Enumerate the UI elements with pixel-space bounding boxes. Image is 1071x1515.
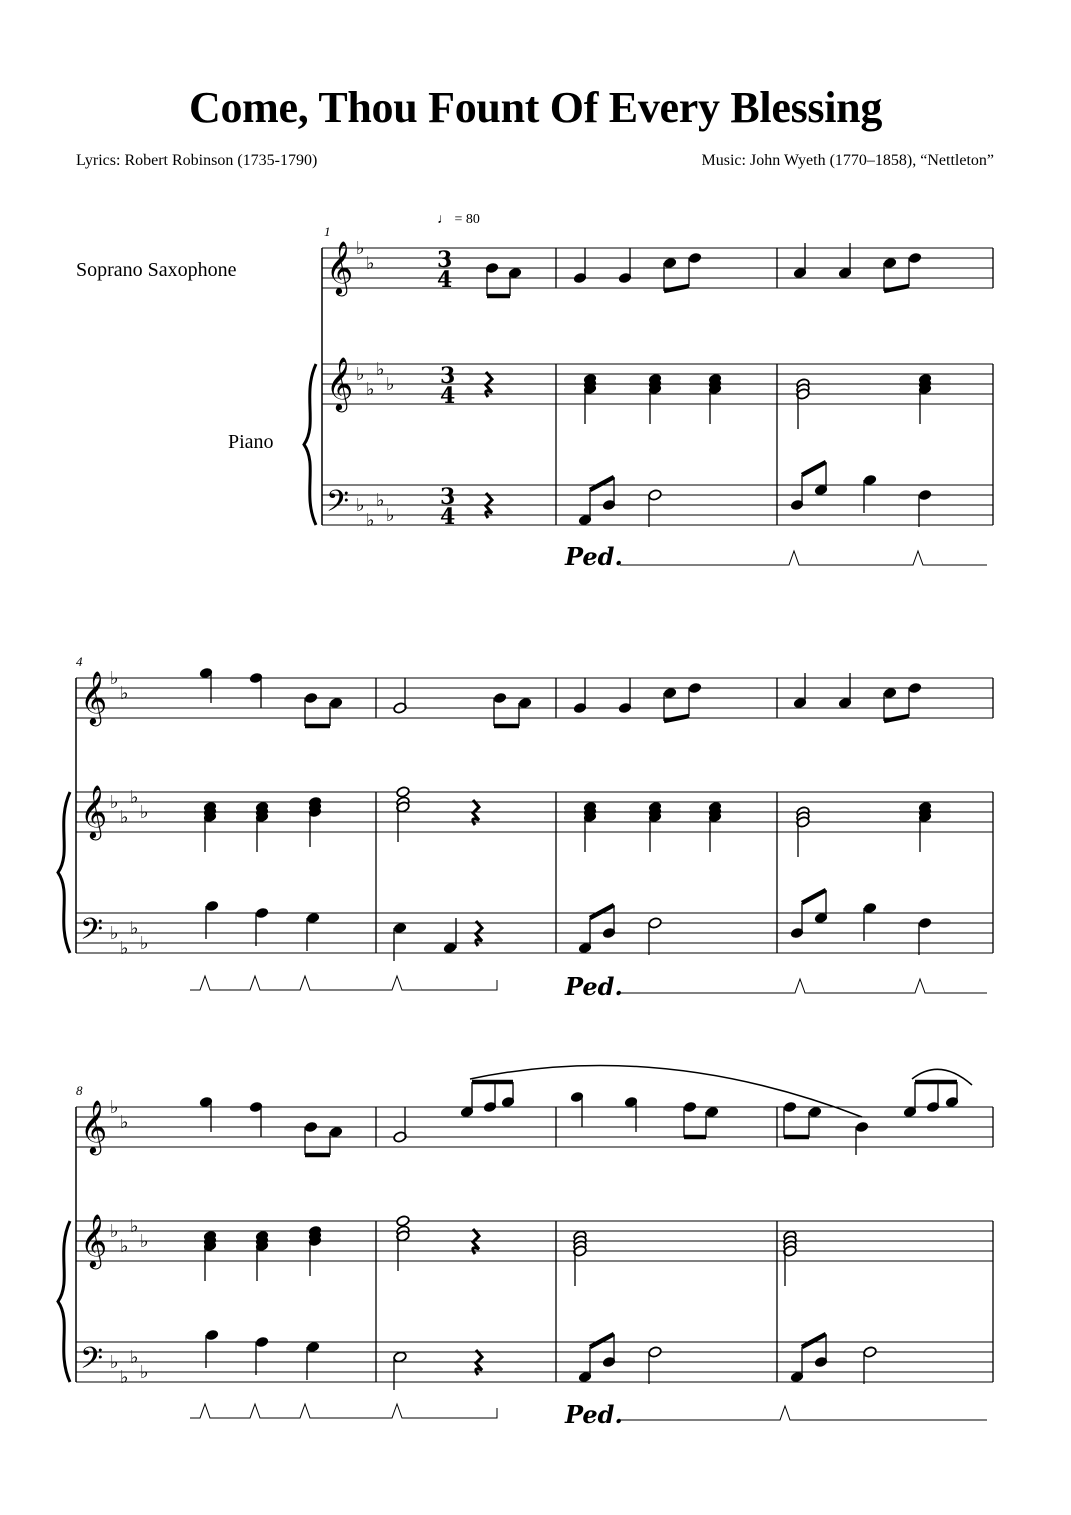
grand-staff-brace <box>304 364 316 525</box>
notehead <box>883 257 897 269</box>
grand-staff-brace <box>58 792 70 953</box>
notehead <box>855 1121 869 1133</box>
notehead <box>205 900 219 912</box>
notehead <box>255 907 269 919</box>
bass-clef-icon: 𝄢 <box>80 913 104 954</box>
flat-icon: ♭ <box>366 510 375 531</box>
pedal-line <box>620 1406 987 1420</box>
flat-icon: ♭ <box>386 374 395 395</box>
flat-icon: ♭ <box>356 364 365 385</box>
treble-clef-icon: 𝄞 <box>80 784 108 838</box>
half-notehead <box>648 917 662 929</box>
time-signature-bottom: 4 <box>437 267 453 293</box>
note-beam <box>590 477 614 490</box>
measure-number: 8 <box>76 1083 83 1098</box>
instrument-name-saxophone: Soprano Saxophone <box>76 259 237 281</box>
note-beam <box>884 716 909 721</box>
half-notehead <box>863 1346 877 1358</box>
instrument-name-piano: Piano <box>228 431 274 453</box>
note-beam <box>802 890 826 903</box>
treble-clef-icon: 𝄞 <box>80 1213 108 1267</box>
notehead <box>883 687 897 699</box>
flat-icon: ♭ <box>110 1221 119 1242</box>
flat-icon: ♭ <box>376 490 385 511</box>
flat-icon: ♭ <box>110 1352 119 1373</box>
pedal-line <box>190 1404 497 1418</box>
note-beam <box>884 286 909 291</box>
flat-icon: ♭ <box>110 668 119 689</box>
notehead <box>688 682 702 694</box>
note-beam <box>664 286 689 291</box>
treble-clef-icon: 𝄞 <box>80 1099 108 1153</box>
bass-clef-icon: 𝄢 <box>326 485 350 526</box>
pedal-marking: Ped. <box>565 542 623 571</box>
flat-icon: ♭ <box>356 238 365 259</box>
notehead <box>808 1106 822 1118</box>
flat-icon: ♭ <box>130 1216 139 1237</box>
notehead <box>663 257 677 269</box>
flat-icon: ♭ <box>120 1236 129 1257</box>
pedal-line <box>620 551 987 565</box>
measure-number: 1 <box>324 224 331 239</box>
bass-clef-icon: 𝄢 <box>80 1342 104 1383</box>
pedal-line <box>620 979 987 993</box>
flat-icon: ♭ <box>140 1231 149 1252</box>
half-notehead <box>396 786 410 798</box>
quarter-note-icon: ♩ <box>437 212 451 227</box>
treble-clef-icon: 𝄞 <box>326 356 354 410</box>
time-signature-bottom: 4 <box>440 504 456 530</box>
flat-icon: ♭ <box>120 938 129 959</box>
slur <box>470 1065 862 1117</box>
lyricist-credit: Lyrics: Robert Robinson (1735-1790) <box>76 152 318 169</box>
time-signature-top: 3 <box>440 484 456 510</box>
notehead <box>518 697 532 709</box>
notehead <box>863 902 877 914</box>
notehead <box>329 1126 343 1138</box>
staff <box>76 913 993 953</box>
treble-clef-icon: 𝄞 <box>326 240 354 294</box>
notehead <box>329 697 343 709</box>
time-signature-top: 3 <box>440 363 456 389</box>
pedal-marking: Ped. <box>565 1400 623 1429</box>
measure-number: 4 <box>76 654 83 669</box>
notehead <box>393 922 407 934</box>
staff <box>322 248 993 288</box>
tempo-value: = 80 <box>454 212 480 227</box>
treble-clef-icon: 𝄞 <box>80 670 108 724</box>
notehead <box>306 912 320 924</box>
staff <box>76 678 993 718</box>
half-notehead <box>396 1215 410 1227</box>
flat-icon: ♭ <box>366 253 375 274</box>
notehead <box>688 252 702 264</box>
flat-icon: ♭ <box>130 1347 139 1368</box>
pedal-bracket <box>620 979 987 993</box>
pedal-line <box>190 976 497 990</box>
notehead <box>443 942 457 954</box>
staff <box>76 1342 993 1382</box>
notehead <box>863 474 877 486</box>
pedal-bracket <box>190 976 497 990</box>
notehead <box>304 692 318 704</box>
time-signature-bottom: 4 <box>440 383 456 409</box>
composer-credit: Music: John Wyeth (1770–1858), “Nettleton” <box>701 152 994 169</box>
time-signature-top: 3 <box>437 247 453 273</box>
score-systems <box>58 238 993 1429</box>
pedal-bracket <box>620 1406 987 1420</box>
half-notehead <box>393 1351 407 1363</box>
flat-icon: ♭ <box>120 683 129 704</box>
flat-icon: ♭ <box>120 1367 129 1388</box>
pedal-bracket <box>620 551 987 565</box>
flat-icon: ♭ <box>110 1097 119 1118</box>
pedal-bracket <box>190 1404 497 1418</box>
note-beam <box>590 905 614 918</box>
flat-icon: ♭ <box>130 787 139 808</box>
half-notehead <box>648 489 662 501</box>
flat-icon: ♭ <box>376 359 385 380</box>
flat-icon: ♭ <box>120 1112 129 1133</box>
notehead <box>205 1329 219 1341</box>
note-beam <box>802 1334 826 1347</box>
flat-icon: ♭ <box>386 505 395 526</box>
score-title: Come, Thou Fount Of Every Blessing <box>188 83 883 132</box>
grand-staff-brace <box>58 1221 70 1382</box>
notehead <box>683 1101 697 1113</box>
notehead <box>908 682 922 694</box>
notehead <box>908 252 922 264</box>
notehead <box>306 1341 320 1353</box>
notehead <box>663 687 677 699</box>
flat-icon: ♭ <box>366 379 375 400</box>
notehead <box>705 1106 719 1118</box>
flat-icon: ♭ <box>130 918 139 939</box>
notehead <box>918 917 932 929</box>
half-notehead <box>648 1346 662 1358</box>
notehead <box>304 1121 318 1133</box>
flat-icon: ♭ <box>120 807 129 828</box>
note-beam <box>590 1334 614 1347</box>
notehead <box>493 692 507 704</box>
flat-icon: ♭ <box>140 1362 149 1383</box>
notehead <box>918 489 932 501</box>
pedal-marking: Ped. <box>565 972 623 1001</box>
flat-icon: ♭ <box>140 933 149 954</box>
note-beam <box>802 462 826 475</box>
note-beam <box>664 716 689 721</box>
notehead <box>255 1336 269 1348</box>
notehead <box>783 1101 797 1113</box>
flat-icon: ♭ <box>110 792 119 813</box>
flat-icon: ♭ <box>140 802 149 823</box>
flat-icon: ♭ <box>110 923 119 944</box>
flat-icon: ♭ <box>356 495 365 516</box>
